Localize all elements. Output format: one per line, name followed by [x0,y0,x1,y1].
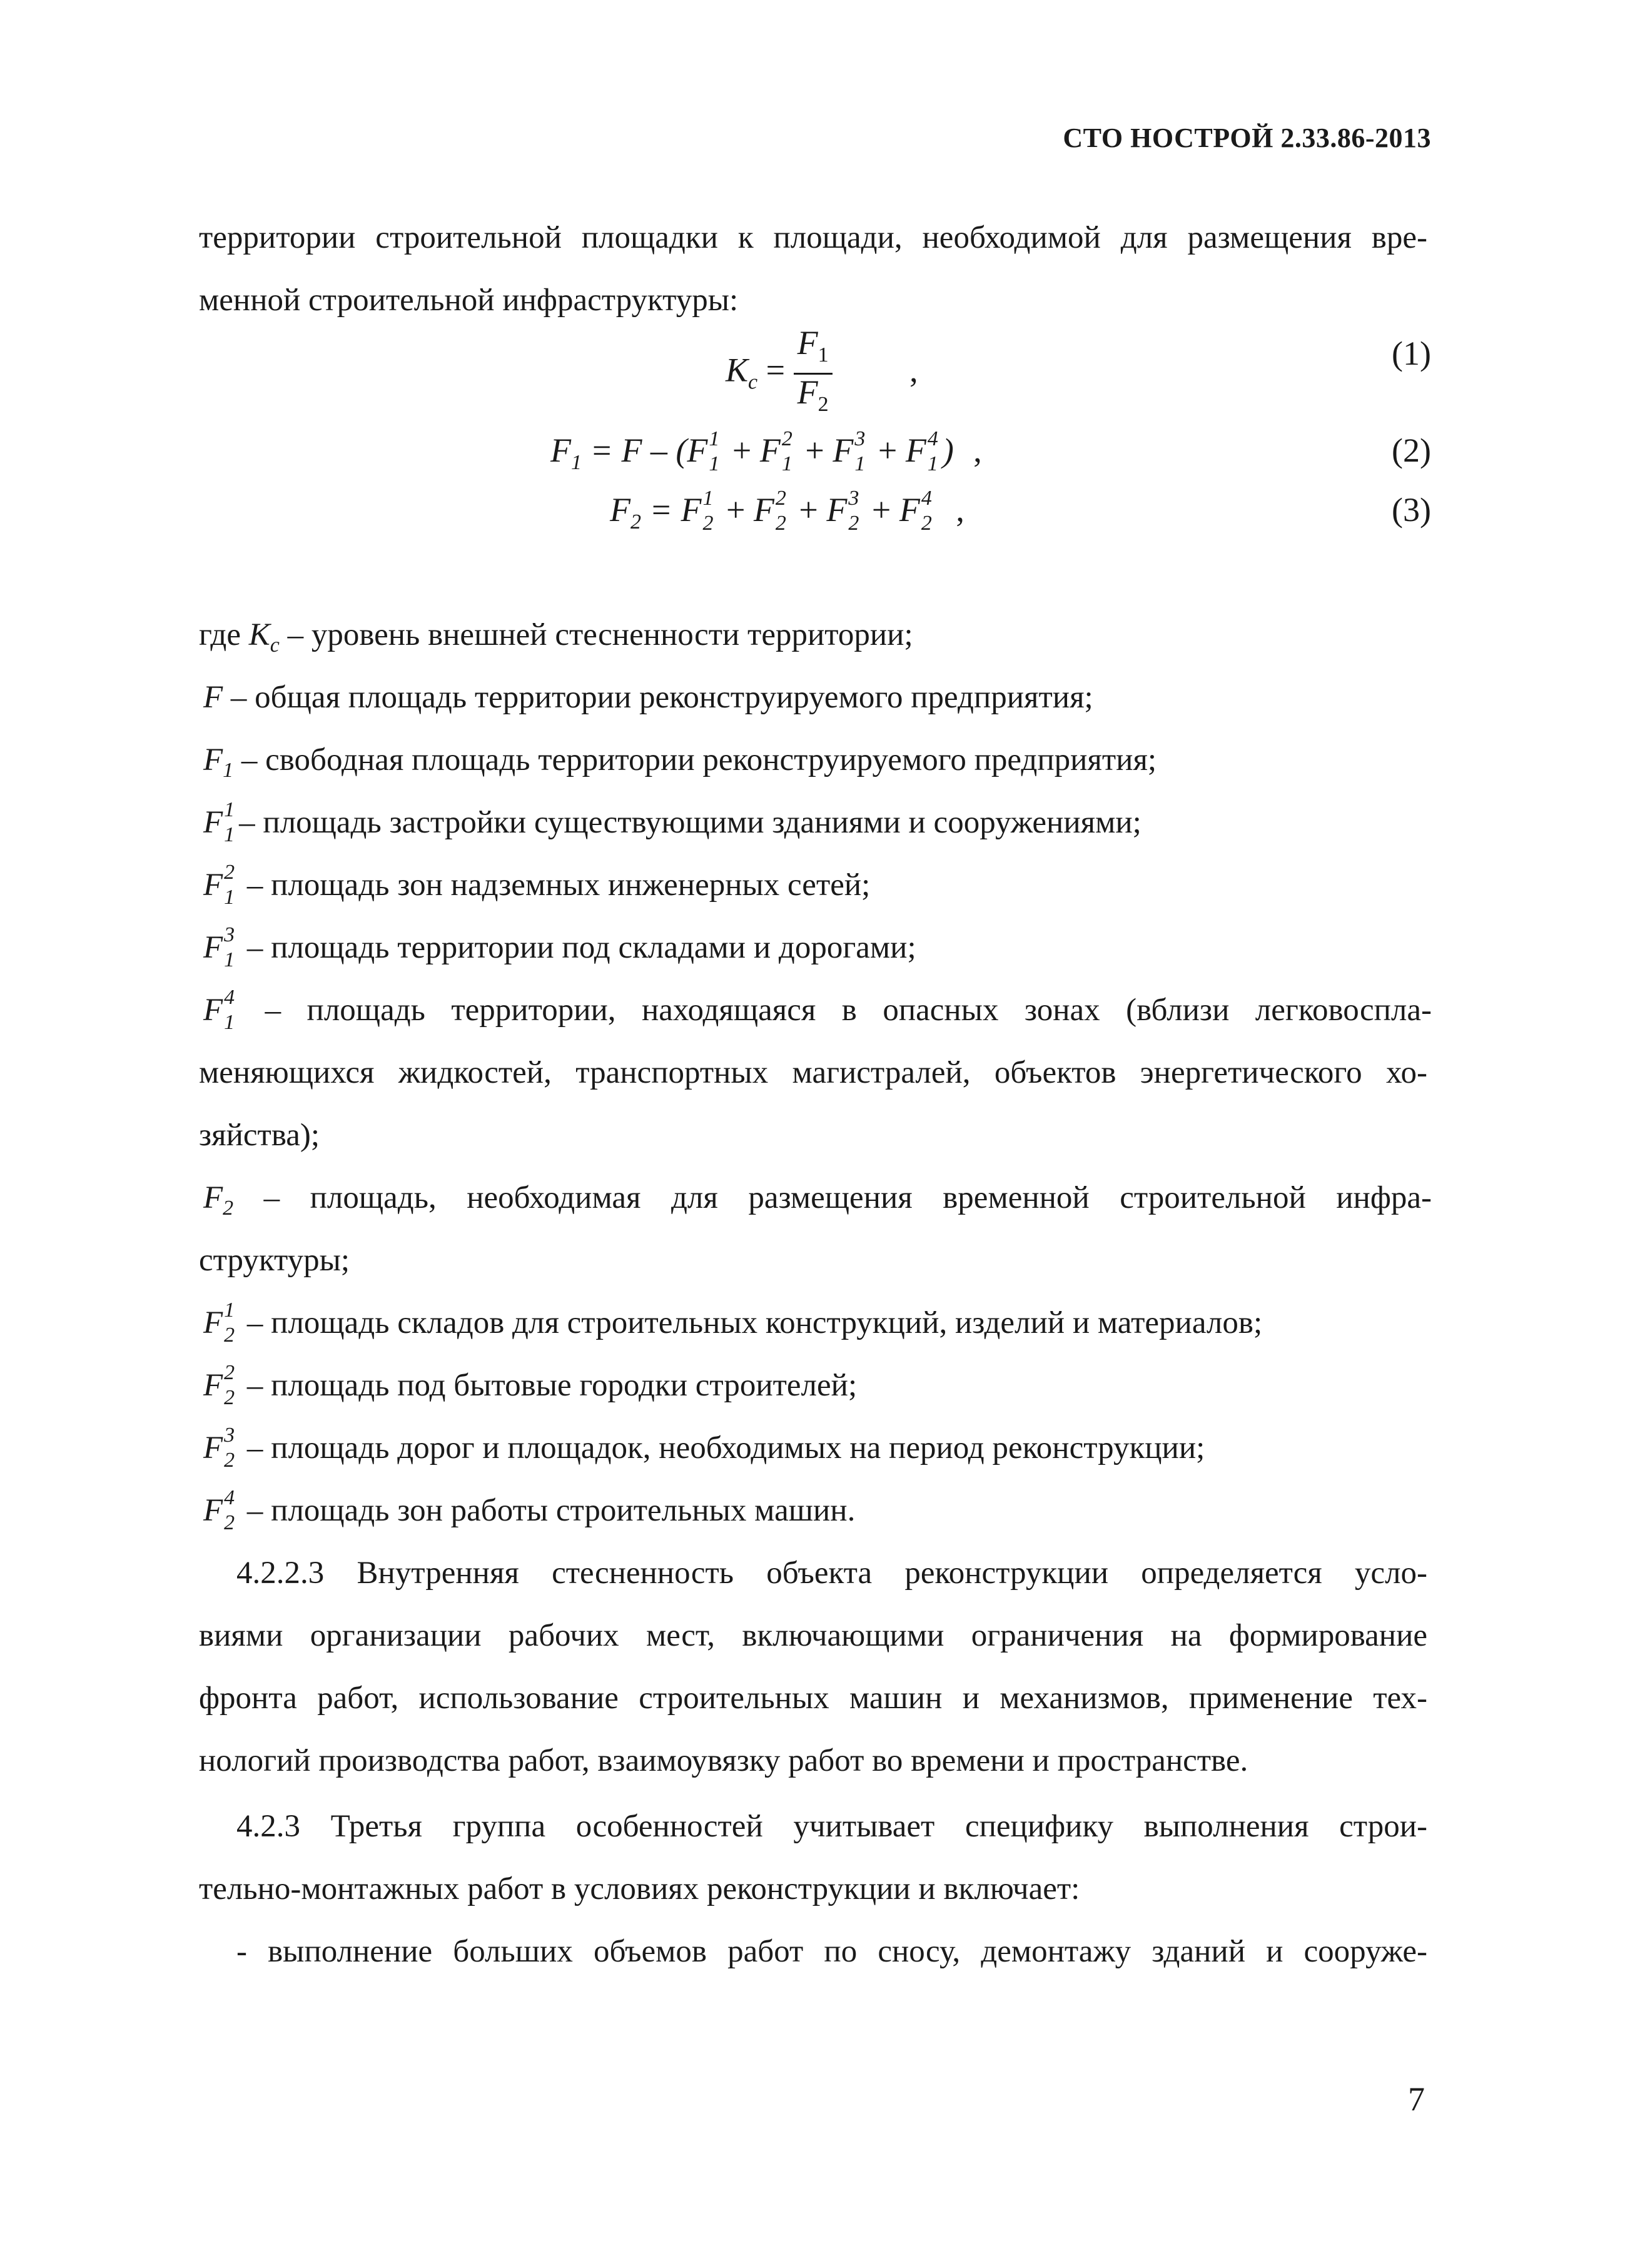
eq1-fraction [794,325,833,422]
def-kc: где $K_c$ – уровень внешней стесненности территории; [199,617,913,657]
section-423-line-1: 4.2.3 Третья группа особенностей учитывает специфику выполнения строи- [236,1809,1427,1844]
equation-2-number: (2) [1392,432,1431,469]
equation-1-number: (1) [1392,335,1431,372]
section-4223-line-2: виями организации рабочих мест, включающими ограничения на формирование [199,1618,1427,1653]
equation-1 [726,325,918,422]
def-f1-2: F 2 1 – площадь зон надземных инженерных сетей; [203,861,871,909]
def-f1-4-line-2: меняющихся жидкостей, транспортных магистралей, объектов энергетического хо- [199,1055,1427,1090]
eq1-equals: = [766,351,786,389]
eq1-comma: , [909,351,918,389]
def-f1-1: F 1 1 – площадь застройки существующими зданиями и сооружениями; [203,798,1142,846]
document-code-header: СТО НОСТРОЙ 2.33.86-2013 [1063,123,1431,153]
eq1-numerator: $F_1$ [794,325,833,375]
equation-3: $F_2 = F$ 1 2 + F 2 2 + F 3 2 + F 4 2 , [610,487,964,535]
def-f2-3: F 3 2 – площадь дорог и площадок, необходимых на период реконструкции; [203,1424,1205,1472]
intro-line-2: менной строительной инфраструктуры: [199,283,739,318]
eq2-body: = F – (F [590,432,708,469]
section-4223-line-4: нологий производства работ, взаимоувязку работ во времени и пространстве. [199,1743,1248,1778]
equation-3-number: (3) [1392,491,1431,529]
def-f: F – общая площадь территории реконструируемого предприятия; [203,680,1093,715]
eq1-denominator: $F_2$ [797,373,829,416]
section-4223-line-1: 4.2.2.3 Внутренняя стесненность объекта реконструкции определяется усло- [236,1556,1427,1591]
eq1-lhs: K [726,351,749,389]
def-f1-4-line-1: F 4 1 – площадь территории, находящаяся в опасных зонах (вблизи легковоспла- [203,986,1432,1034]
def-f1-4-line-3: зяйства); [199,1118,320,1153]
section-4223-line-3: фронта работ, использование строительных машин и механизмов, применение тех- [199,1681,1427,1716]
page-number: 7 [1408,2080,1425,2118]
eq1-lhs-sub: c [748,370,758,394]
section-423-line-2: тельно-монтажных работ в условиях реконструкции и включает: [199,1871,1080,1906]
def-f2-4: F 4 2 – площадь зон работы строительных машин. [203,1486,856,1534]
section-423-bullet-1: - выполнение больших объемов работ по сносу, демонтажу зданий и сооруже- [236,1934,1427,1969]
def-f2-2: F 2 2 – площадь под бытовые городки строителей; [203,1361,858,1409]
def-f1: $F_1$ – свободная площадь территории реконструируемого предприятия; [203,742,1157,782]
equation-2: $F_1 = F - (F$ 1 1 + F 2 1 + F 3 1 + F 4 1 ) , [550,427,982,475]
def-f2-line-2: структуры; [199,1243,350,1278]
def-f1-3: F 3 1 – площадь территории под складами и дорогами; [203,923,916,971]
def-f2-1: F 1 2 – площадь складов для строительных конструкций, изделий и материалов; [203,1299,1263,1347]
intro-line-1: территории строительной площадки к площади, необходимой для размещения вре- [199,220,1427,255]
def-f2-line-1: $F_2$ – площадь, необходимая для размещения временной строительной инфра- [203,1180,1432,1220]
